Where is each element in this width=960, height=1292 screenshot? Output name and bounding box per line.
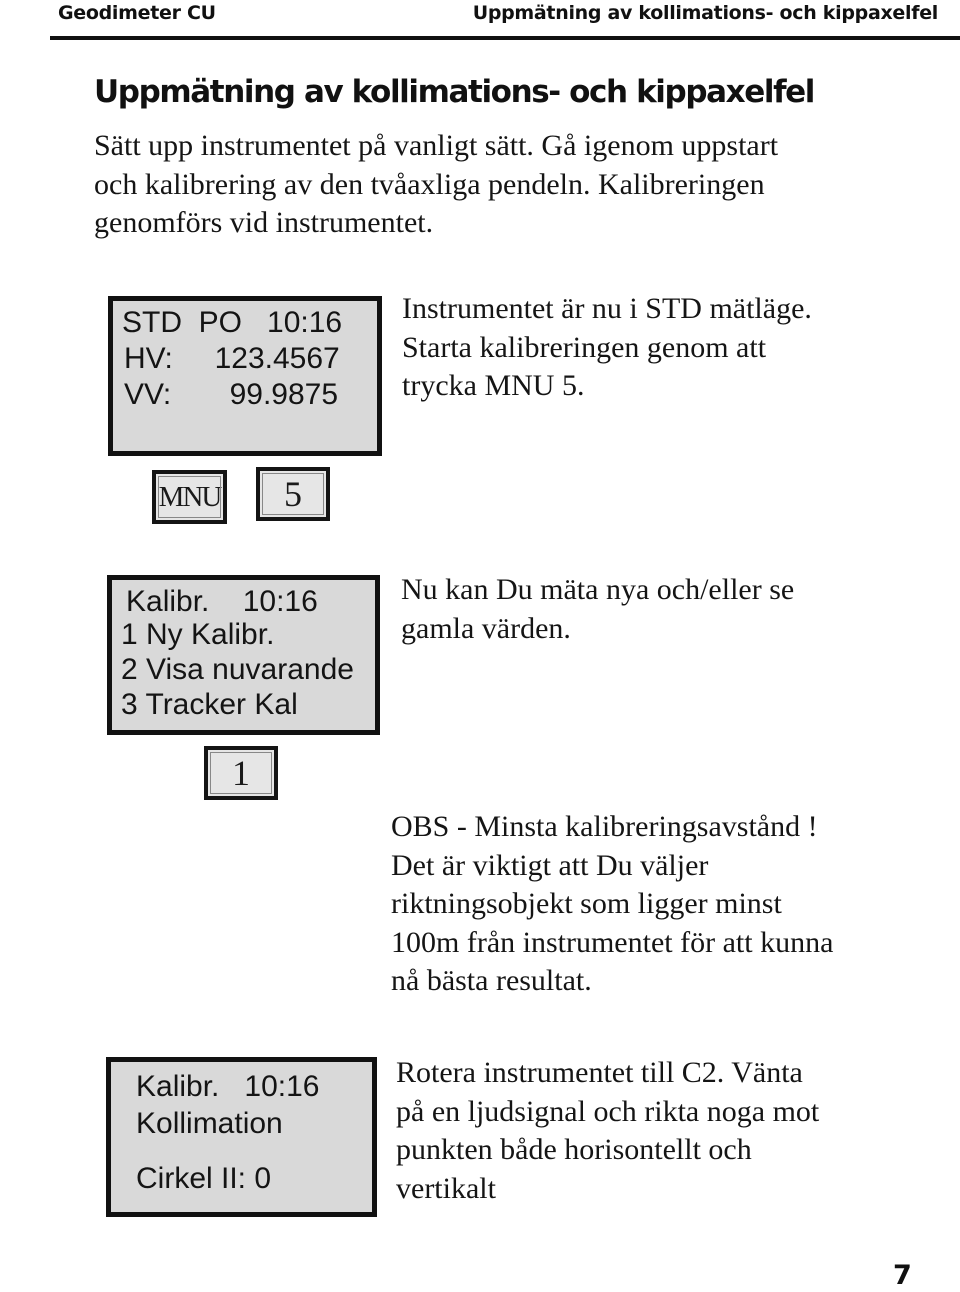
step1-line: Starta kalibreringen genom att (402, 330, 767, 364)
note-line: Det är viktigt att Du väljer (391, 848, 709, 882)
note-line: nå bästa resultat. (391, 964, 592, 997)
mnu-key-button[interactable] (152, 470, 227, 524)
lcd-display-kalibr-menu (107, 575, 380, 735)
header-rule (50, 36, 960, 40)
header-right: Uppmätning av kollimations- och kippaxelfel (472, 2, 938, 24)
step2-line: gamla värden. (401, 611, 571, 645)
page-title: Uppmätning av kollimations- och kippaxelfel (94, 74, 815, 110)
lcd-display-kollimation (106, 1057, 377, 1217)
lcd-display-std (108, 296, 382, 456)
key-1-label: 1 (232, 753, 250, 793)
step2-line: Nu kan Du mäta nya och/eller se (401, 573, 795, 606)
intro-line: Sätt upp instrumentet på vanligt sätt. Gå igenom uppstart (94, 129, 779, 162)
intro-paragraph (94, 127, 778, 243)
note-paragraph (391, 808, 833, 1001)
note-line: OBS - Minsta kalibreringsavstånd ! (391, 810, 818, 843)
intro-line: och kalibrering av den tvåaxliga pendeln. Kalibreringen (94, 167, 765, 201)
note-line: riktningsobjekt som ligger minst (391, 887, 782, 920)
step3-line: Rotera instrumentet till C2. Vänta (396, 1056, 803, 1089)
note-line: 100m från instrumentet för att kunna (391, 925, 834, 959)
mnu-key-label: MNU (158, 480, 221, 513)
step2-text (401, 571, 794, 648)
lcd-line: Cirkel II: 0 (136, 1162, 272, 1195)
step3-line: vertikalt (396, 1171, 496, 1205)
lcd-line: 3 Tracker Kal (121, 688, 298, 721)
lcd-line: 1 Ny Kalibr. (121, 618, 275, 651)
step3-text (396, 1054, 819, 1208)
key-1-button[interactable] (204, 746, 278, 800)
lcd-line: Kalibr. 10:16 (126, 585, 318, 618)
intro-line: genomförs vid instrumentet. (94, 206, 434, 239)
step3-line: på en ljudsignal och rikta noga mot (396, 1094, 820, 1128)
lcd-line: 2 Visa nuvarande (121, 653, 354, 686)
step1-text (402, 290, 812, 406)
key-5-label: 5 (284, 474, 302, 514)
lcd-line: VV: 99.9875 (124, 378, 339, 411)
step1-line: Instrumentet är nu i STD mätläge. (402, 292, 812, 325)
step1-line: trycka MNU 5. (402, 369, 585, 402)
lcd-line: STD PO 10:16 (122, 306, 343, 339)
lcd-line: HV: 123.4567 (124, 342, 340, 375)
step3-line: punkten både horisontellt och (396, 1133, 752, 1166)
key-5-button[interactable] (256, 467, 330, 521)
header-left: Geodimeter CU (58, 2, 216, 24)
page-number: 7 (893, 1260, 912, 1291)
lcd-line: Kalibr. 10:16 (136, 1070, 320, 1103)
lcd-line: Kollimation (136, 1107, 283, 1140)
